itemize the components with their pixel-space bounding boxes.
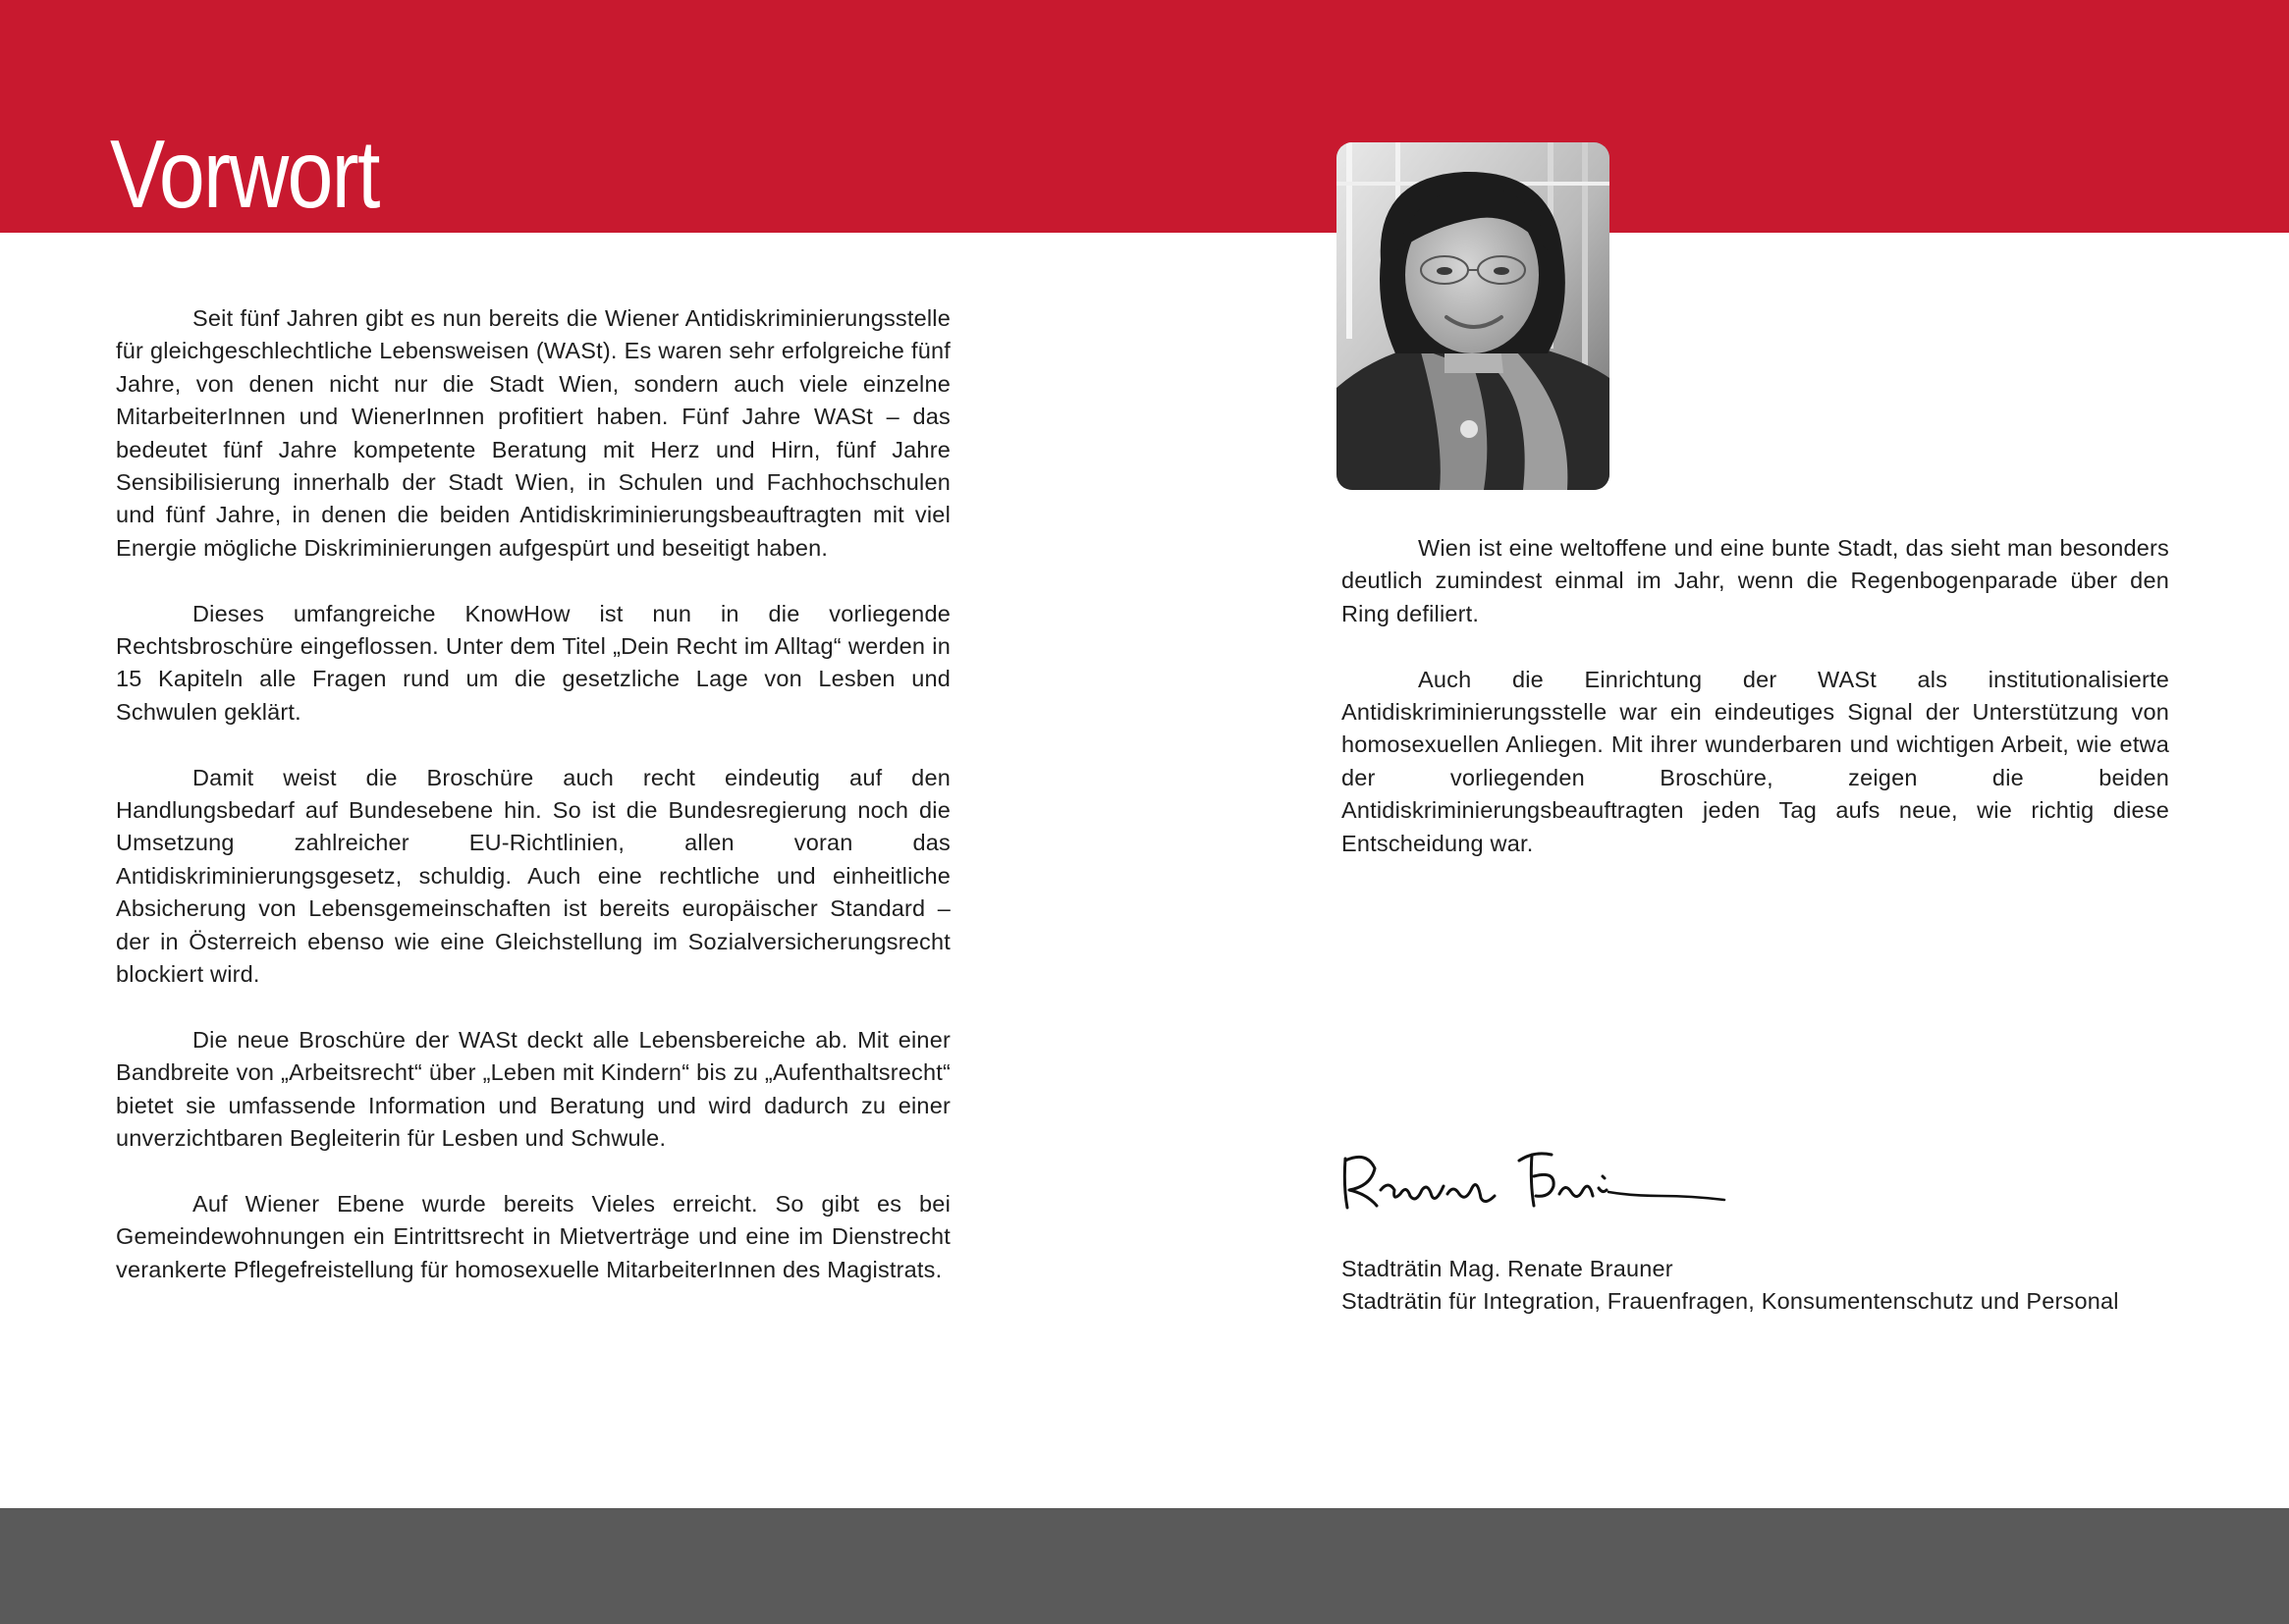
paragraph: Auf Wiener Ebene wurde bereits Vieles erreicht. So gibt es bei Gemeindewohnungen ein Eintrittsrecht in Mietverträge und eine im Dienstrecht verankerte Pflegefreistellung für homosexuelle MitarbeiterInnen des Magistrats. <box>116 1190 951 1282</box>
paragraph: Seit fünf Jahren gibt es nun bereits die Wiener Antidiskriminierungsstelle für gleichgeschlechtliche Lebensweisen (WASt). Es waren sehr erfolgreiche fünf Jahre, von denen nicht nur die Stadt Wien, sondern auch viele einzelne MitarbeiterInnen und WienerInnen profitiert haben. Fünf Jahre WASt – das bedeutet fünf Jahre kompetente Beratung mit Herz und Hirn, fünf Jahre Sensibilisierung innerhalb der Stadt Wien, in Schulen und Fachhochschulen und fünf Jahre, in denen die beiden Antidiskriminierungsbeauftragten mit viel Energie mögliche Diskriminierungen aufgespürt und beseitigt haben. <box>116 305 951 561</box>
paragraph: Auch die Einrichtung der WASt als institutionalisierte Antidiskriminierungsstelle war ein eindeutiges Signal der Unterstützung von homosexuellen Anliegen. Mit ihrer wunderbaren und wichtigen Arbeit, wie etwa der vorliegenden Broschüre, zeigen die beiden Antidiskriminierungsbeauftragten jeden Tag aufs neue, wie richtig diese Entscheidung war. <box>1341 666 2169 856</box>
author-role: Stadträtin für Integration, Frauenfragen, Konsumentenschutz und Personal <box>1341 1288 2119 1315</box>
author-name: Stadträtin Mag. Renate Brauner <box>1341 1256 1673 1281</box>
paragraph: Wien ist eine weltoffene und eine bunte Stadt, das sieht man besonders deutlich zumindest einmal im Jahr, wenn die Regenbogenparade über den Ring defiliert. <box>1341 535 2169 626</box>
right-text-column <box>1341 532 2169 893</box>
footer-band <box>0 1508 2289 1624</box>
author-block <box>1341 1253 2119 1319</box>
paragraph: Dieses umfangreiche KnowHow ist nun in die vorliegende Rechtsbroschüre eingeflossen. Unter dem Titel „Dein Recht im Alltag“ werden in 15 Kapiteln alle Fragen rund um die gesetzliche Lage von Lesben und Schwulen geklärt. <box>116 600 951 725</box>
paragraph: Damit weist die Broschüre auch recht eindeutig auf den Handlungsbedarf auf Bundesebene hin. So ist die Bundesregierung noch die Umsetzung zahlreicher EU-Richtlinien, allen voran das Antidiskriminierungsgesetz, schuldig. Auch eine rechtliche und einheitliche Absicherung von Lebensgemeinschaften ist bereits europäischer Standard – der in Österreich ebenso wie eine Gleichstellung im Sozialversicherungsrecht blockiert wird. <box>116 764 951 988</box>
portrait-illustration <box>1336 142 1609 490</box>
page-title: Vorwort <box>110 120 379 228</box>
handwritten-signature <box>1337 1147 1730 1216</box>
portrait-photo <box>1336 142 1609 490</box>
paragraph: Die neue Broschüre der WASt deckt alle Lebensbereiche ab. Mit einer Bandbreite von „Arbeitsrecht“ über „Leben mit Kindern“ bis zu „Aufenthaltsrecht“ bietet sie umfassende Information und Beratung und wird dadurch zu einer unverzichtbaren Begleiterin für Lesben und Schwule. <box>116 1026 951 1152</box>
left-text-column <box>116 302 951 1320</box>
